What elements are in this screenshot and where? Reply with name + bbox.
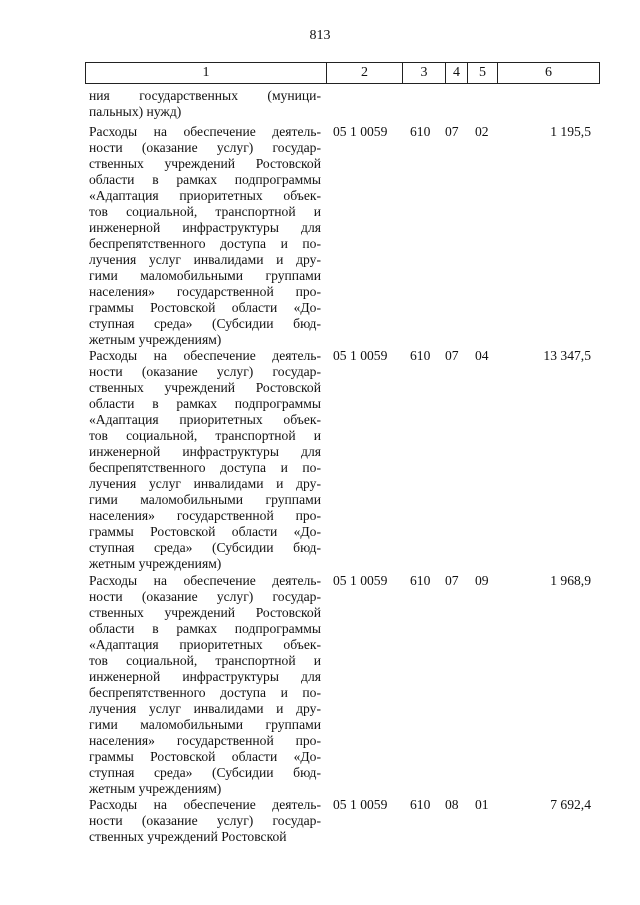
- description-line: лучения услуг инвалидами и дру-: [89, 476, 321, 491]
- header-col-1: 1: [86, 63, 327, 83]
- description-line: населения» государственной про-: [89, 284, 321, 299]
- description-line: лучения услуг инвалидами и дру-: [89, 701, 321, 716]
- description-line: жетным учреждениям): [89, 556, 222, 571]
- description-line: ния государственных (муници-: [89, 88, 321, 103]
- description-line: беспрепятственного доступа и по-: [89, 236, 321, 251]
- target-code: 05 1 0059: [333, 124, 388, 139]
- section-code: 08: [445, 797, 459, 812]
- description-line: ственных учреждений Ростовской: [89, 829, 287, 844]
- description-line: Расходы на обеспечение деятель-: [89, 348, 321, 363]
- description-line: ности (оказание услуг) государ-: [89, 813, 321, 828]
- description-line: ступная среда» (Субсидии бюд-: [89, 765, 321, 780]
- subsection-code: 09: [475, 573, 489, 588]
- description-line: ственных учреждений Ростовской: [89, 605, 321, 620]
- table-header: [85, 62, 600, 84]
- header-col-5: 5: [468, 63, 498, 83]
- description-line: Расходы на обеспечение деятель-: [89, 124, 321, 139]
- description-line: тов социальной, транспортной и: [89, 653, 321, 668]
- description-line: жетным учреждениям): [89, 332, 222, 347]
- description-line: гими маломобильными группами: [89, 717, 321, 732]
- description-line: Расходы на обеспечение деятель-: [89, 573, 321, 588]
- row-description: [89, 88, 321, 120]
- description-line: ственных учреждений Ростовской: [89, 156, 321, 171]
- description-line: ности (оказание услуг) государ-: [89, 364, 321, 379]
- description-line: жетным учреждениям): [89, 781, 222, 796]
- description-line: инженерной инфраструктуры для: [89, 444, 321, 459]
- description-line: граммы Ростовской области «До-: [89, 524, 321, 539]
- description-line: лучения услуг инвалидами и дру-: [89, 252, 321, 267]
- row-description: [89, 348, 321, 572]
- description-line: ственных учреждений Ростовской: [89, 380, 321, 395]
- target-code: 05 1 0059: [333, 573, 388, 588]
- header-col-3: 3: [403, 63, 446, 83]
- description-line: Расходы на обеспечение деятель-: [89, 797, 321, 812]
- row-description: [89, 797, 321, 845]
- target-code: 05 1 0059: [333, 797, 388, 812]
- description-line: ности (оказание услуг) государ-: [89, 589, 321, 604]
- description-line: ступная среда» (Субсидии бюд-: [89, 316, 321, 331]
- header-col-2: 2: [327, 63, 403, 83]
- description-line: населения» государственной про-: [89, 733, 321, 748]
- description-line: области в рамках подпрограммы: [89, 396, 321, 411]
- description-line: населения» государственной про-: [89, 508, 321, 523]
- subsection-code: 01: [475, 797, 489, 812]
- amount: 1 968,9: [550, 573, 591, 588]
- description-line: области в рамках подпрограммы: [89, 172, 321, 187]
- description-line: пальных) нужд): [89, 104, 182, 119]
- header-col-4: 4: [446, 63, 468, 83]
- page-number: 813: [309, 28, 331, 43]
- amount: 13 347,5: [543, 348, 591, 363]
- description-line: «Адаптация приоритетных объек-: [89, 412, 321, 427]
- amount: 1 195,5: [550, 124, 591, 139]
- description-line: граммы Ростовской области «До-: [89, 749, 321, 764]
- description-line: тов социальной, транспортной и: [89, 428, 321, 443]
- section-code: 07: [445, 573, 459, 588]
- description-line: беспрепятственного доступа и по-: [89, 685, 321, 700]
- expense-type: 610: [410, 124, 431, 139]
- description-line: гими маломобильными группами: [89, 268, 321, 283]
- row-description: [89, 573, 321, 797]
- description-line: граммы Ростовской области «До-: [89, 300, 321, 315]
- subsection-code: 04: [475, 348, 489, 363]
- description-line: «Адаптация приоритетных объек-: [89, 188, 321, 203]
- description-line: «Адаптация приоритетных объек-: [89, 637, 321, 652]
- expense-type: 610: [410, 797, 431, 812]
- section-code: 07: [445, 124, 459, 139]
- description-line: беспрепятственного доступа и по-: [89, 460, 321, 475]
- description-line: гими маломобильными группами: [89, 492, 321, 507]
- amount: 7 692,4: [550, 797, 591, 812]
- row-description: [89, 124, 321, 348]
- section-code: 07: [445, 348, 459, 363]
- description-line: области в рамках подпрограммы: [89, 621, 321, 636]
- expense-type: 610: [410, 348, 431, 363]
- description-line: тов социальной, транспортной и: [89, 204, 321, 219]
- description-line: инженерной инфраструктуры для: [89, 220, 321, 235]
- description-line: инженерной инфраструктуры для: [89, 669, 321, 684]
- subsection-code: 02: [475, 124, 489, 139]
- description-line: ности (оказание услуг) государ-: [89, 140, 321, 155]
- target-code: 05 1 0059: [333, 348, 388, 363]
- expense-type: 610: [410, 573, 431, 588]
- description-line: ступная среда» (Субсидии бюд-: [89, 540, 321, 555]
- header-col-6: 6: [545, 65, 552, 80]
